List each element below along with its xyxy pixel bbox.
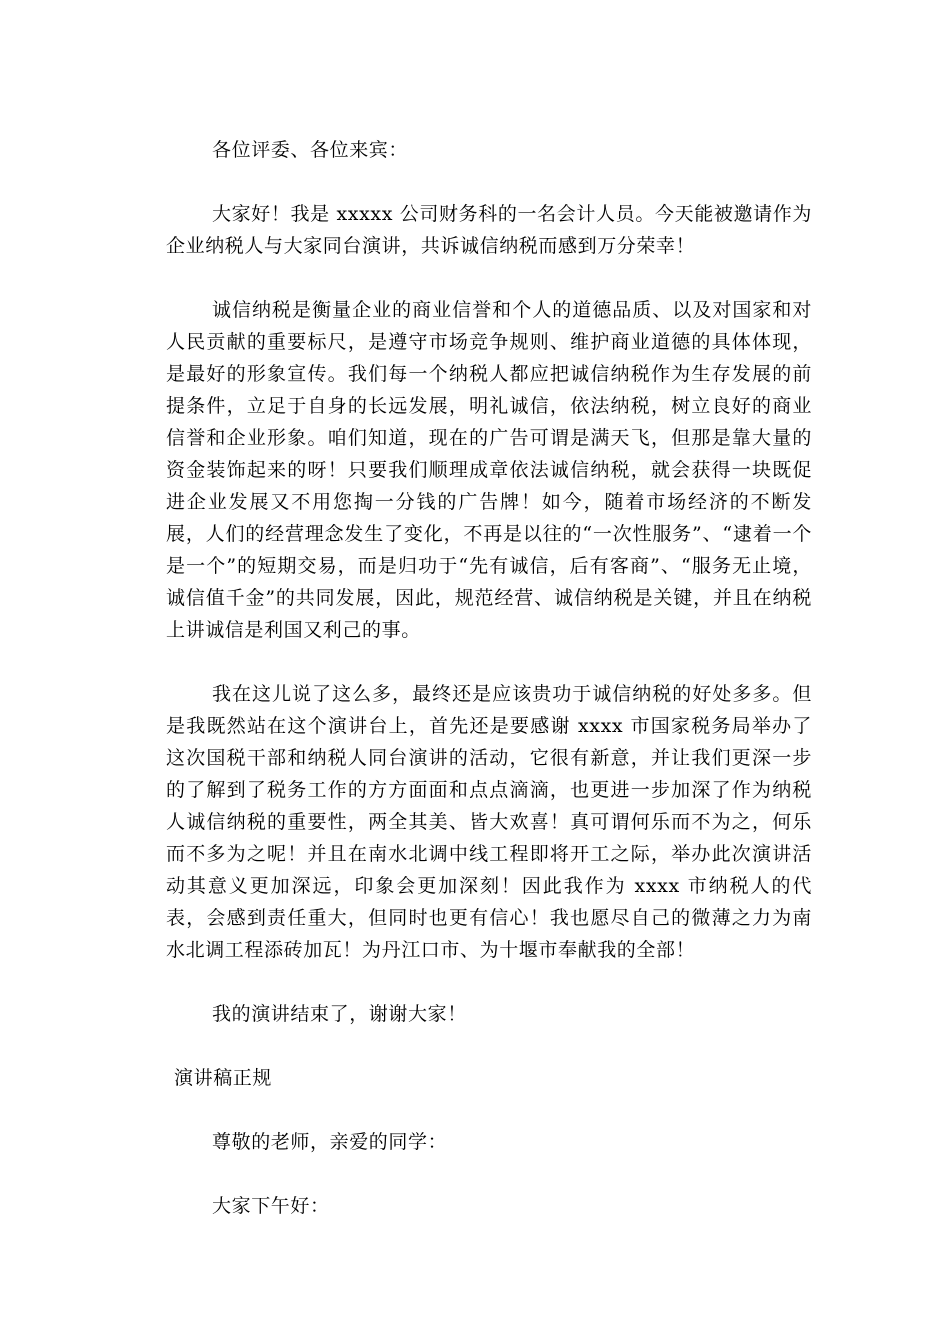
greeting-paragraph: 大家好！我是 xxxxx 公司财务科的一名会计人员。今天能被邀请作为企业纳税人与大家同台演讲，共诉诚信纳税而感到万分荣幸！: [166, 203, 812, 257]
body-paragraph-integrity-tax: 诚信纳税是衡量企业的商业信誉和个人的道德品质、以及对国家和对人民贡献的重要标尺，是遵守市场竞争规则、维护商业道德的具体体现，是最好的形象宣传。我们每一个纳税人都应把诚信纳税作为生存发展的前提条件，立足于自身的长远发展，明礼诚信，依法纳税，树立良好的商业信誉和企业形象。咱们知道，现在的广告可谓是满天飞，但那是靠大量的资金装饰起来的呀！只要我们顺理成章依法诚信纳税，就会获得一块既促进企业发展又不用您掏一分钱的广告牌！如今，随着市场经济的不断发展，人们的经营理念发生了变化，不再是以往的“一次性服务”、“逮着一个是一个”的短期交易，而是归功于“先有诚信，后有客商”、“服务无止境，诚信值千金”的共同发展，因此，规范经营、诚信纳税是关键，并且在纳税上讲诚信是利国又利己的事。: [166, 299, 812, 641]
closing-paragraph: 我的演讲结束了，谢谢大家！: [212, 1003, 467, 1025]
second-salutation: 尊敬的老师，亲爱的同学：: [212, 1131, 448, 1153]
second-greeting: 大家下午好：: [212, 1195, 330, 1217]
document-body: [166, 134, 812, 1222]
salutation: 各位评委、各位来宾：: [212, 139, 409, 161]
body-paragraph-thanks: 我在这儿说了这么多，最终还是应该贵功于诚信纳税的好处多多。但是我既然站在这个演讲台上，首先还是要感谢 xxxx 市国家税务局举办了这次国税干部和纳税人同台演讲的活动，它很有新意，并让我们更深一步的了解到了税务工作的方方面面和点点滴滴，也更进一步加深了作为纳税人诚信纳税的重要性，两全其美、皆大欢喜！真可谓何乐而不为之，何乐而不多为之呢！并且在南水北调中线工程即将开工之际，举办此次演讲活动其意义更加深远，印象会更加深刻！因此我作为 xxxx 市纳税人的代表，会感到责任重大，但同时也更有信心！我也愿尽自己的微薄之力为南水北调工程添砖加瓦！为丹江口市、为十堰市奉献我的全部！: [166, 683, 812, 961]
section-title: 演讲稿正规: [174, 1067, 273, 1089]
